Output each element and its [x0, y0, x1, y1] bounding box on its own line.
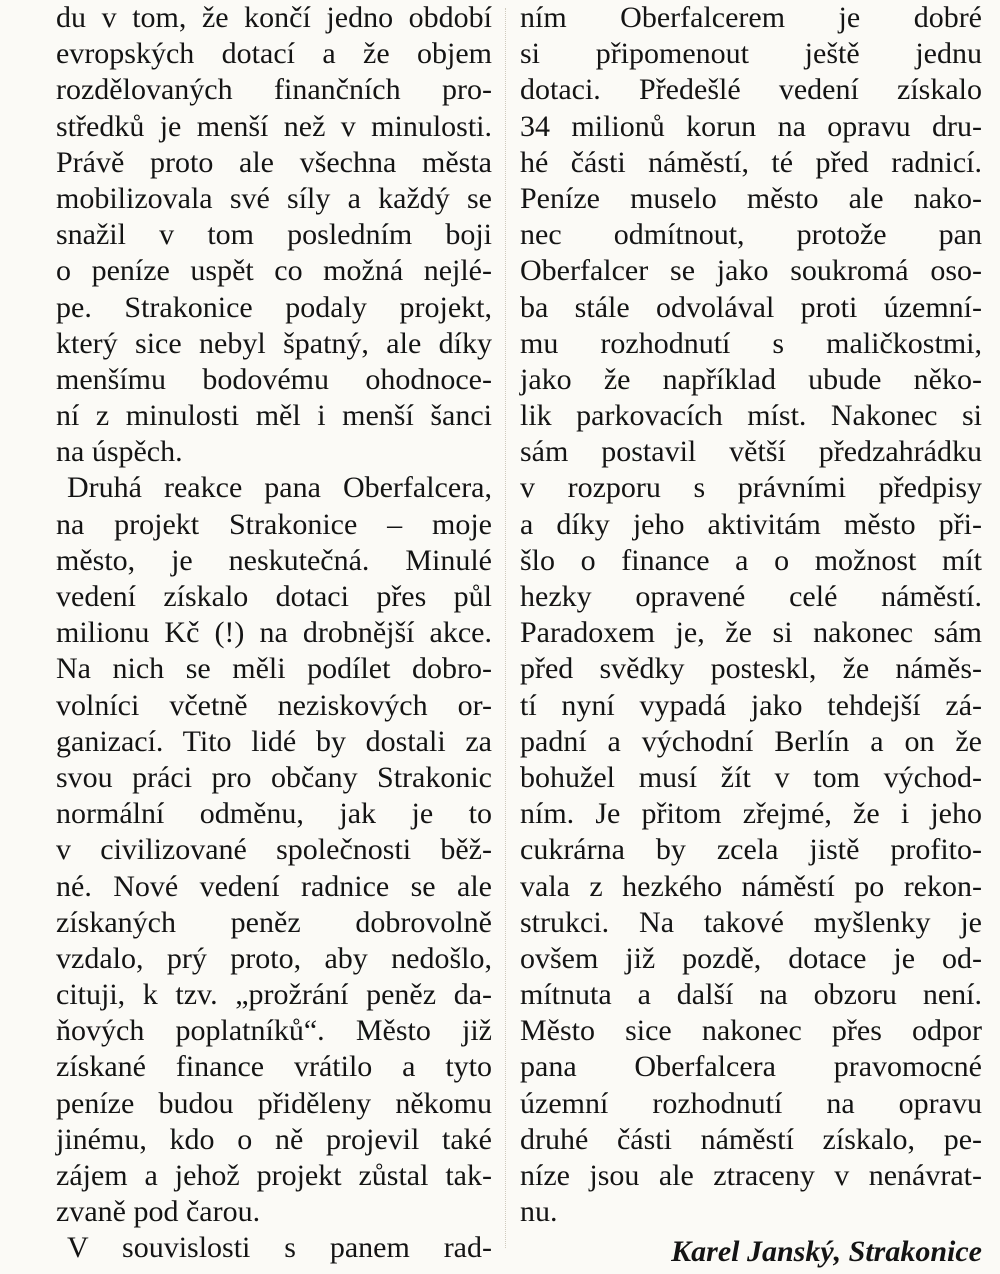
- text-line: zvaně pod čarou.: [56, 1195, 261, 1229]
- text-line: pe. Strakonice podaly projekt,: [56, 290, 492, 324]
- text-line: o peníze uspět co možná nejlé-: [56, 254, 492, 288]
- text-line: normální odměnu, jak je to: [56, 797, 492, 831]
- text-line: strukci. Na takové myšlenky je: [520, 905, 982, 939]
- paragraph-start-line: V souvislosti s panem rad-: [67, 1231, 492, 1265]
- text-line: peníze budou přiděleny někomu: [56, 1086, 492, 1120]
- text-line: druhé části náměstí získalo, pe-: [520, 1122, 982, 1156]
- text-line: ní z minulosti měl i menší šanci: [56, 399, 492, 433]
- text-line: nec odmítnout, protože pan: [520, 218, 982, 252]
- text-line: nu.: [520, 1195, 558, 1229]
- author-signature: Karel Janský, Strakonice: [671, 1235, 982, 1269]
- text-line: ba stále odvolával proti územní-: [520, 290, 982, 324]
- text-line: Peníze muselo město ale nako-: [520, 181, 982, 215]
- text-line: v rozporu s právními předpisy: [520, 471, 982, 505]
- text-line: územní rozhodnutí na opravu: [520, 1086, 982, 1120]
- text-line: sám postavil větší předzahrádku: [520, 435, 982, 469]
- text-line: ňových poplatníků“. Město již: [56, 1014, 492, 1048]
- paragraph-start-line: Druhá reakce pana Oberfalcera,: [67, 471, 492, 505]
- text-line: Město sice nakonec přes odpor: [520, 1014, 982, 1048]
- text-line: si připomenout ještě jednu: [520, 37, 982, 71]
- text-line: který sice nebyl špatný, ale díky: [56, 326, 492, 360]
- text-line: svou práci pro občany Strakonic: [56, 760, 492, 794]
- text-line: evropských dotací a že objem: [56, 37, 492, 71]
- text-line: né. Nové vedení radnice se ale: [56, 869, 492, 903]
- text-line: a díky jeho aktivitám město při-: [520, 507, 982, 541]
- text-line: mobilizovala své síly a každý se: [56, 181, 492, 215]
- text-line: získané finance vrátilo a tyto: [56, 1050, 492, 1084]
- text-line: níze jsou ale ztraceny v nenávrat-: [520, 1159, 982, 1192]
- text-line: Oberfalcer se jako soukromá oso-: [520, 254, 982, 288]
- text-line: v civilizované společnosti běž-: [56, 833, 492, 867]
- text-line: šlo o finance a o možnost mít: [520, 543, 982, 577]
- text-line: cituji, k tzv. „prožrání peněz da-: [56, 978, 492, 1012]
- text-line: Na nich se měli podílet dobro-: [56, 652, 492, 686]
- text-line: lik parkovacích míst. Nakonec si: [520, 399, 982, 433]
- text-line: snažil v tom posledním boji: [56, 218, 492, 252]
- text-line: před svědky posteskl, že náměs-: [520, 652, 982, 686]
- text-line: Právě proto ale všechna města: [56, 145, 492, 179]
- text-line: středků je menší než v minulosti.: [56, 109, 492, 143]
- column-divider: [505, 8, 506, 1248]
- text-line: hezky opravené celé náměstí.: [520, 580, 982, 613]
- text-line: jinému, kdo o ně projevil také: [56, 1122, 492, 1156]
- text-line: milionu Kč (!) na drobnější akce.: [56, 616, 492, 650]
- text-line: na úspěch.: [56, 435, 183, 469]
- text-line: Paradoxem je, že si nakonec sám: [520, 616, 982, 650]
- article-left-column: [56, 0, 492, 1267]
- text-line: vedení získalo dotaci přes půl: [56, 580, 492, 613]
- text-line: vala z hezkého náměstí po rekon-: [520, 869, 982, 903]
- text-line: ním. Je přitom zřejmé, že i jeho: [520, 797, 982, 831]
- text-line: město, je neskutečná. Minulé: [56, 543, 492, 577]
- text-line: rozdělovaných finančních pro-: [56, 73, 492, 107]
- text-line: pana Oberfalcera pravomocné: [520, 1050, 982, 1084]
- text-line: bohužel musí žít v tom východ-: [520, 760, 982, 794]
- text-line: zájem a jehož projekt zůstal tak-: [56, 1159, 492, 1192]
- text-line: ním Oberfalcerem je dobré: [520, 1, 982, 34]
- text-line: ovšem již pozdě, dotace je od-: [520, 941, 982, 975]
- text-line: padní a východní Berlín a on že: [520, 724, 982, 758]
- text-line: mítnuta a další na obzoru není.: [520, 978, 982, 1012]
- text-line: vzdalo, prý proto, aby nedošlo,: [56, 941, 492, 975]
- text-line: dotaci. Předešlé vedení získalo: [520, 73, 982, 107]
- text-line: du v tom, že končí jedno období: [56, 1, 492, 34]
- text-line: na projekt Strakonice – moje: [56, 507, 492, 541]
- article-right-column: [520, 0, 982, 1270]
- text-line: jako že například ubude něko-: [520, 362, 982, 396]
- text-line: ganizací. Tito lidé by dostali za: [56, 724, 492, 758]
- text-line: 34 milionů korun na opravu dru-: [520, 109, 982, 143]
- text-line: volníci včetně neziskových or-: [56, 688, 492, 722]
- text-line: mu rozhodnutí s maličkostmi,: [520, 326, 982, 360]
- text-line: tí nyní vypadá jako tehdejší zá-: [520, 688, 982, 722]
- text-line: získaných peněz dobrovolně: [56, 905, 492, 939]
- text-line: hé části náměstí, té před radnicí.: [520, 145, 982, 179]
- text-line: cukrárna by zcela jistě profito-: [520, 833, 982, 867]
- text-line: menšímu bodovému ohodnoce-: [56, 362, 492, 396]
